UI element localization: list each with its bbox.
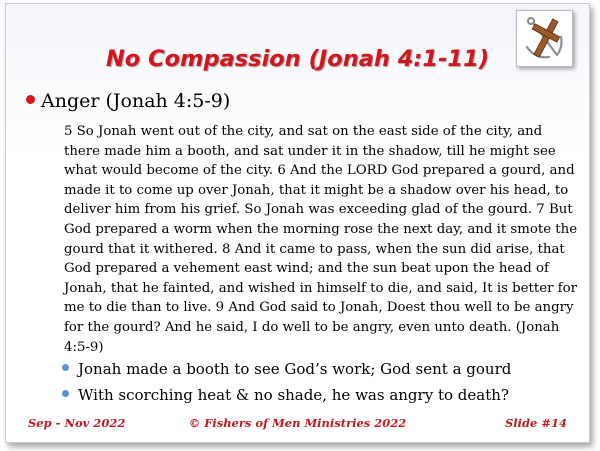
sub-bullet xyxy=(62,386,509,404)
bullet-dot-icon xyxy=(26,95,35,104)
slide-title: No Compassion (Jonah 4:1-11) xyxy=(105,46,490,72)
sub-bullet xyxy=(62,360,511,378)
scripture-text: 5 So Jonah went out of the city, and sat on the east side of the city, and there made him a booth, and sat under it in the shadow, till he might see what would become of the city. 6 And the LORD God prepared a gourd, and made it to come up over Jonah, that it might be a shadow over his head, to deliver him from his grief. So Jonah was exceeding glad of the gourd. 7 But God prepared a worm when the morning rose the next day, and it smote the gourd that it withered. 8 And it came to pass, when the sun did arise, that God prepared a vehement east wind; and the sun beat upon the head of Jonah, that he fainted, and wished in himself to die, and said, It is better for me to die than to live. 9 And God said to Jonah, Doest thou well to be angry for the gourd? And he said, I do well to be angry, even unto death. (Jonah 4:5-9) xyxy=(64,124,578,355)
main-bullet xyxy=(26,90,230,112)
sub-bullet-dot-icon xyxy=(62,364,69,371)
sub-bullet-text: With scorching heat & no shade, he was angry to death? xyxy=(78,386,509,404)
slide xyxy=(5,3,590,443)
main-bullet-text: Anger (Jonah 4:5-9) xyxy=(41,90,231,112)
footer-date: Sep - Nov 2022 xyxy=(28,416,126,430)
sub-bullet-dot-icon xyxy=(62,390,69,397)
footer-copyright: © Fishers of Men Ministries 2022 xyxy=(188,416,407,430)
sub-bullet-text: Jonah made a booth to see God’s work; God sent a gourd xyxy=(78,360,512,378)
footer-slide-number: Slide #14 xyxy=(504,416,567,430)
